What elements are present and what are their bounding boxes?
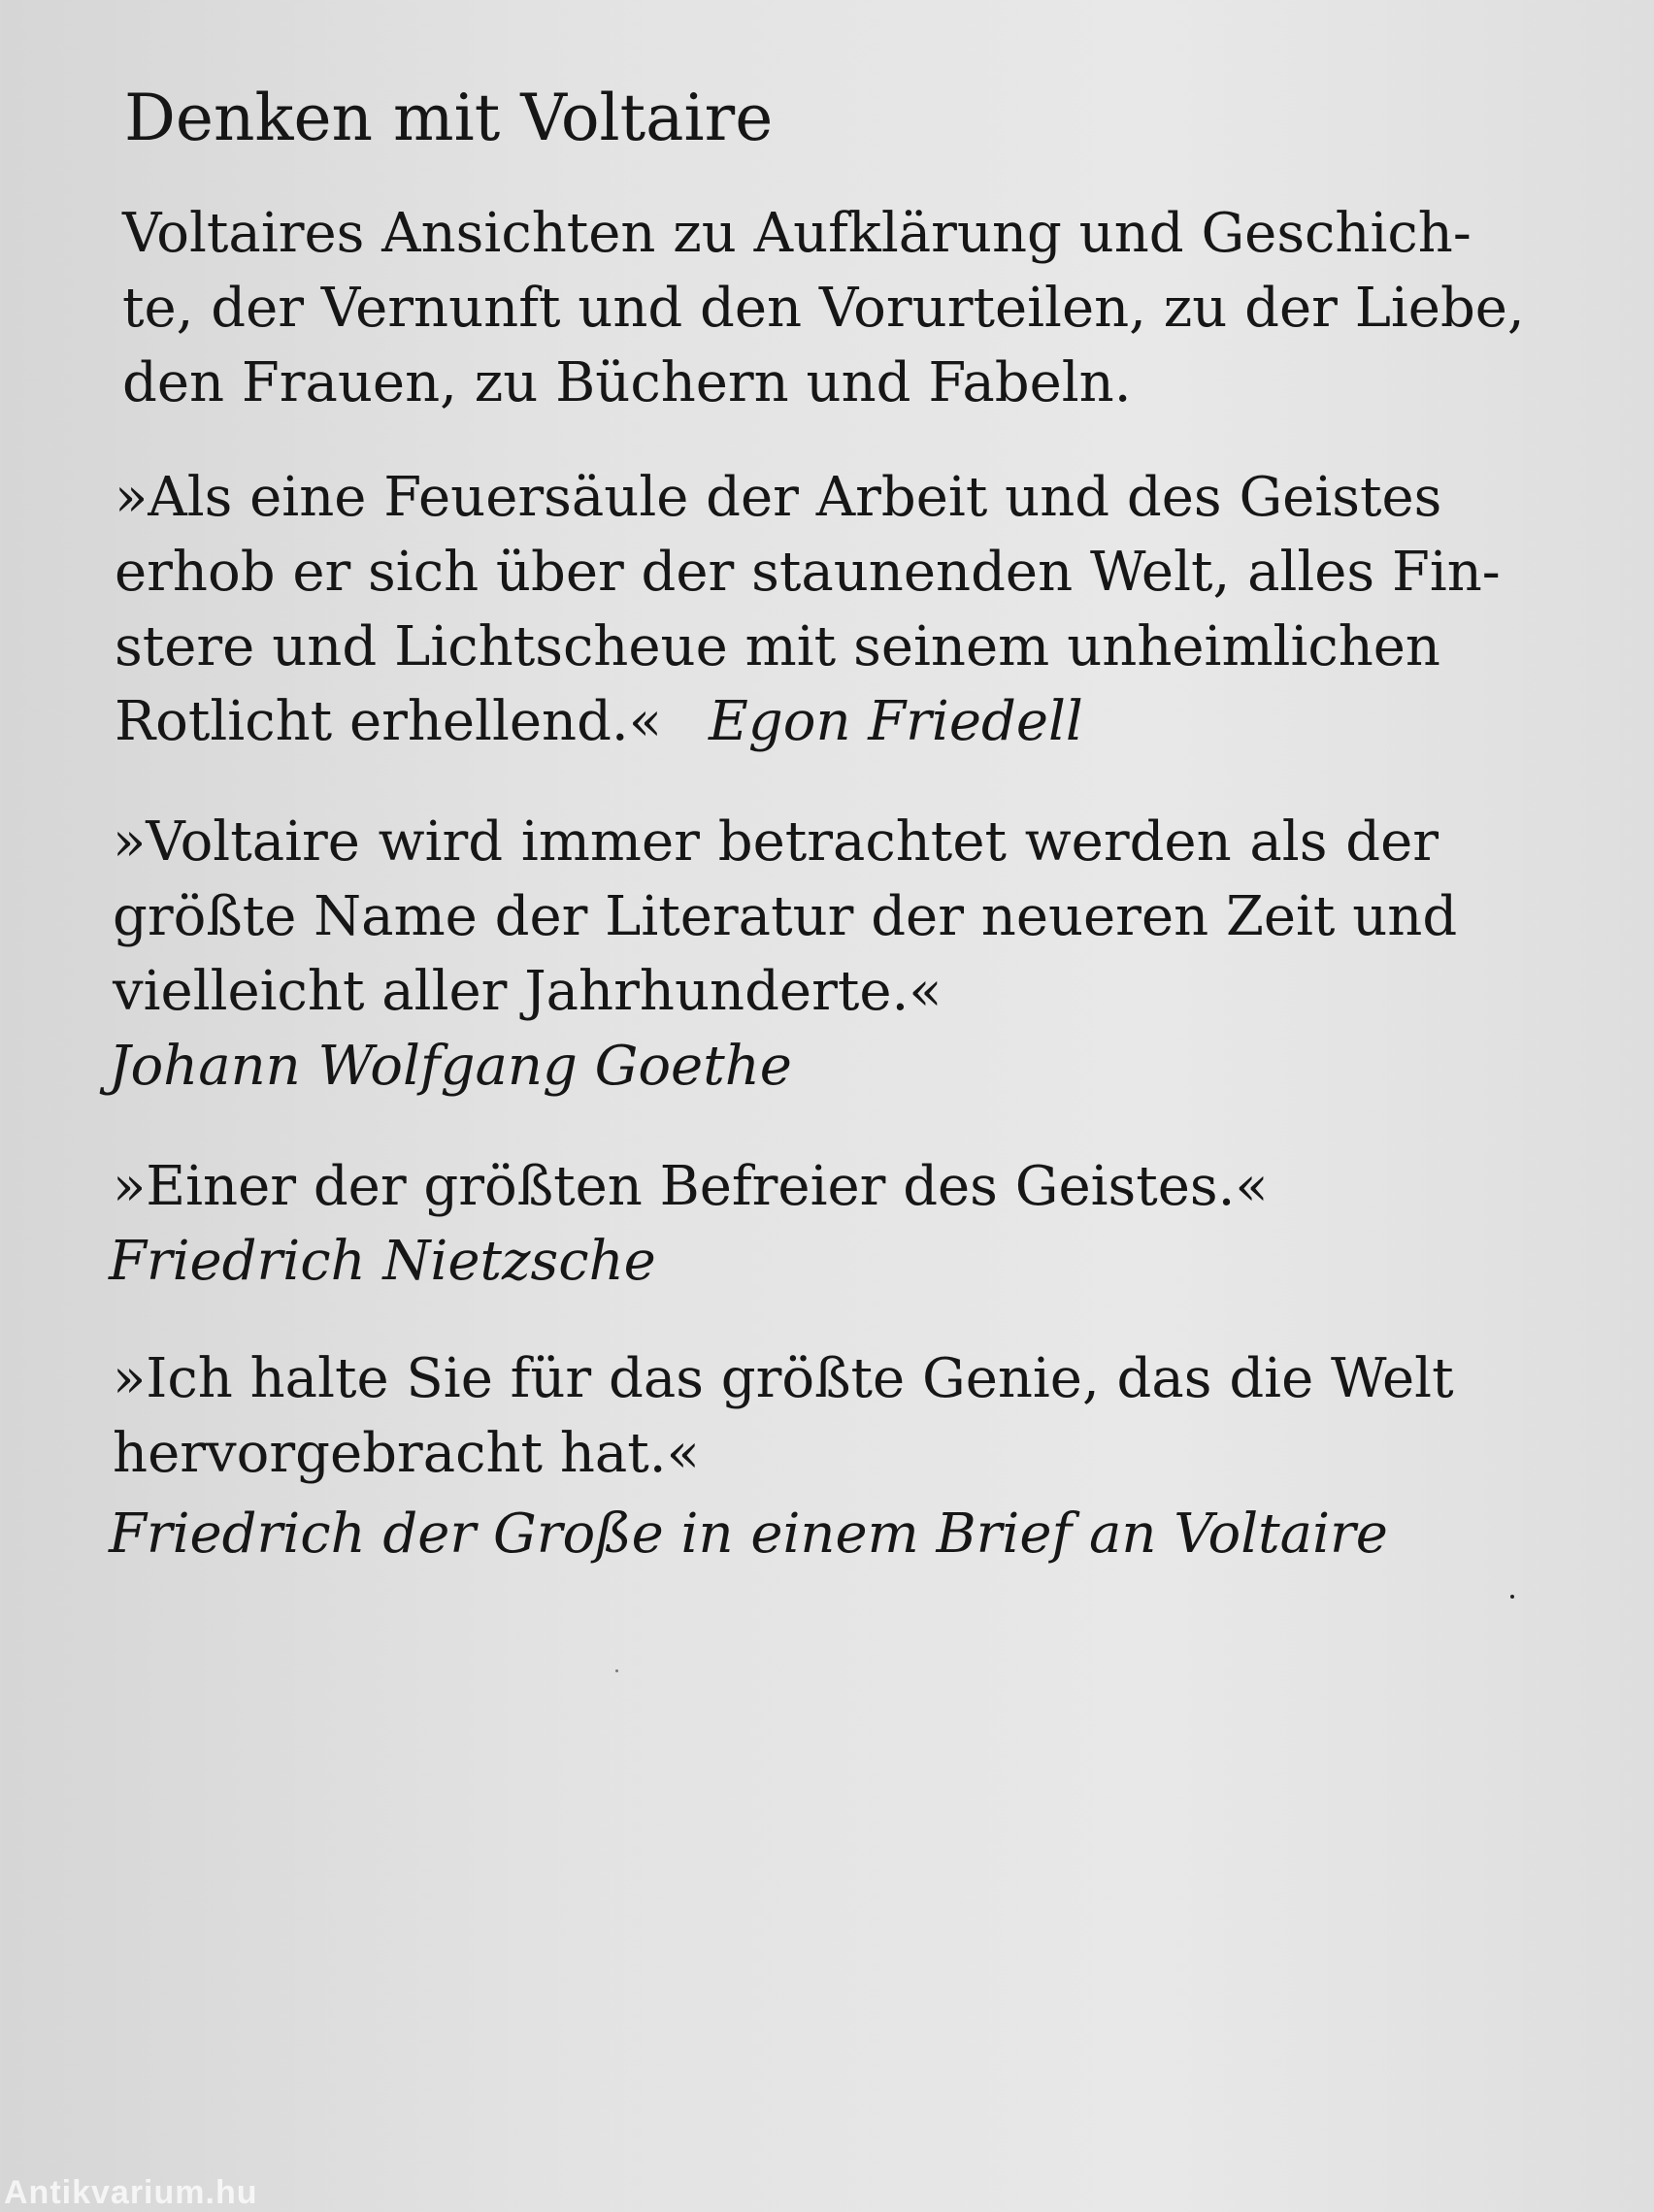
quote-line: »Einer der größten Befreier des Geistes.«	[113, 1155, 1269, 1218]
quote-line-with-author	[115, 688, 1083, 756]
quote-author: Friedrich der Große in einem Brief an Voltaire	[109, 1502, 1388, 1566]
quote-line: hervorgebracht hat.«	[113, 1422, 700, 1485]
quote-line: Rotlicht erhellend.«	[115, 690, 662, 753]
quote-line: »Als eine Feuersäule der Arbeit und des Geistes	[115, 466, 1442, 529]
quote-author: Johann Wolfgang Goethe	[109, 1035, 792, 1098]
quote-line: »Voltaire wird immer betrachtet werden als der	[113, 810, 1439, 874]
quote-line: größte Name der Literatur der neueren Zeit und	[113, 885, 1458, 948]
intro-line: den Frauen, zu Büchern und Fabeln.	[122, 351, 1132, 414]
quote-author: Friedrich Nietzsche	[109, 1230, 656, 1293]
dust-speck	[615, 1669, 618, 1672]
quote-line: vielleicht aller Jahrhunderte.«	[113, 960, 943, 1023]
quote-line: stere und Lichtscheue mit seinem unheimlichen	[115, 615, 1440, 678]
dust-speck	[1510, 1595, 1514, 1599]
antikvarium-watermark: Antikvarium.hu	[4, 2174, 258, 2211]
page-title: Denken mit Voltaire	[124, 81, 774, 155]
quote-line: »Ich halte Sie für das größte Genie, das die Welt	[113, 1347, 1454, 1410]
quote-line: erhob er sich über der staunenden Welt, alles Fin-	[115, 541, 1501, 604]
intro-line: Voltaires Ansichten zu Aufklärung und Geschich-	[122, 202, 1472, 265]
quote-author: Egon Friedell	[709, 690, 1083, 753]
intro-line: te, der Vernunft und den Vorurteilen, zu der Liebe,	[122, 277, 1525, 340]
